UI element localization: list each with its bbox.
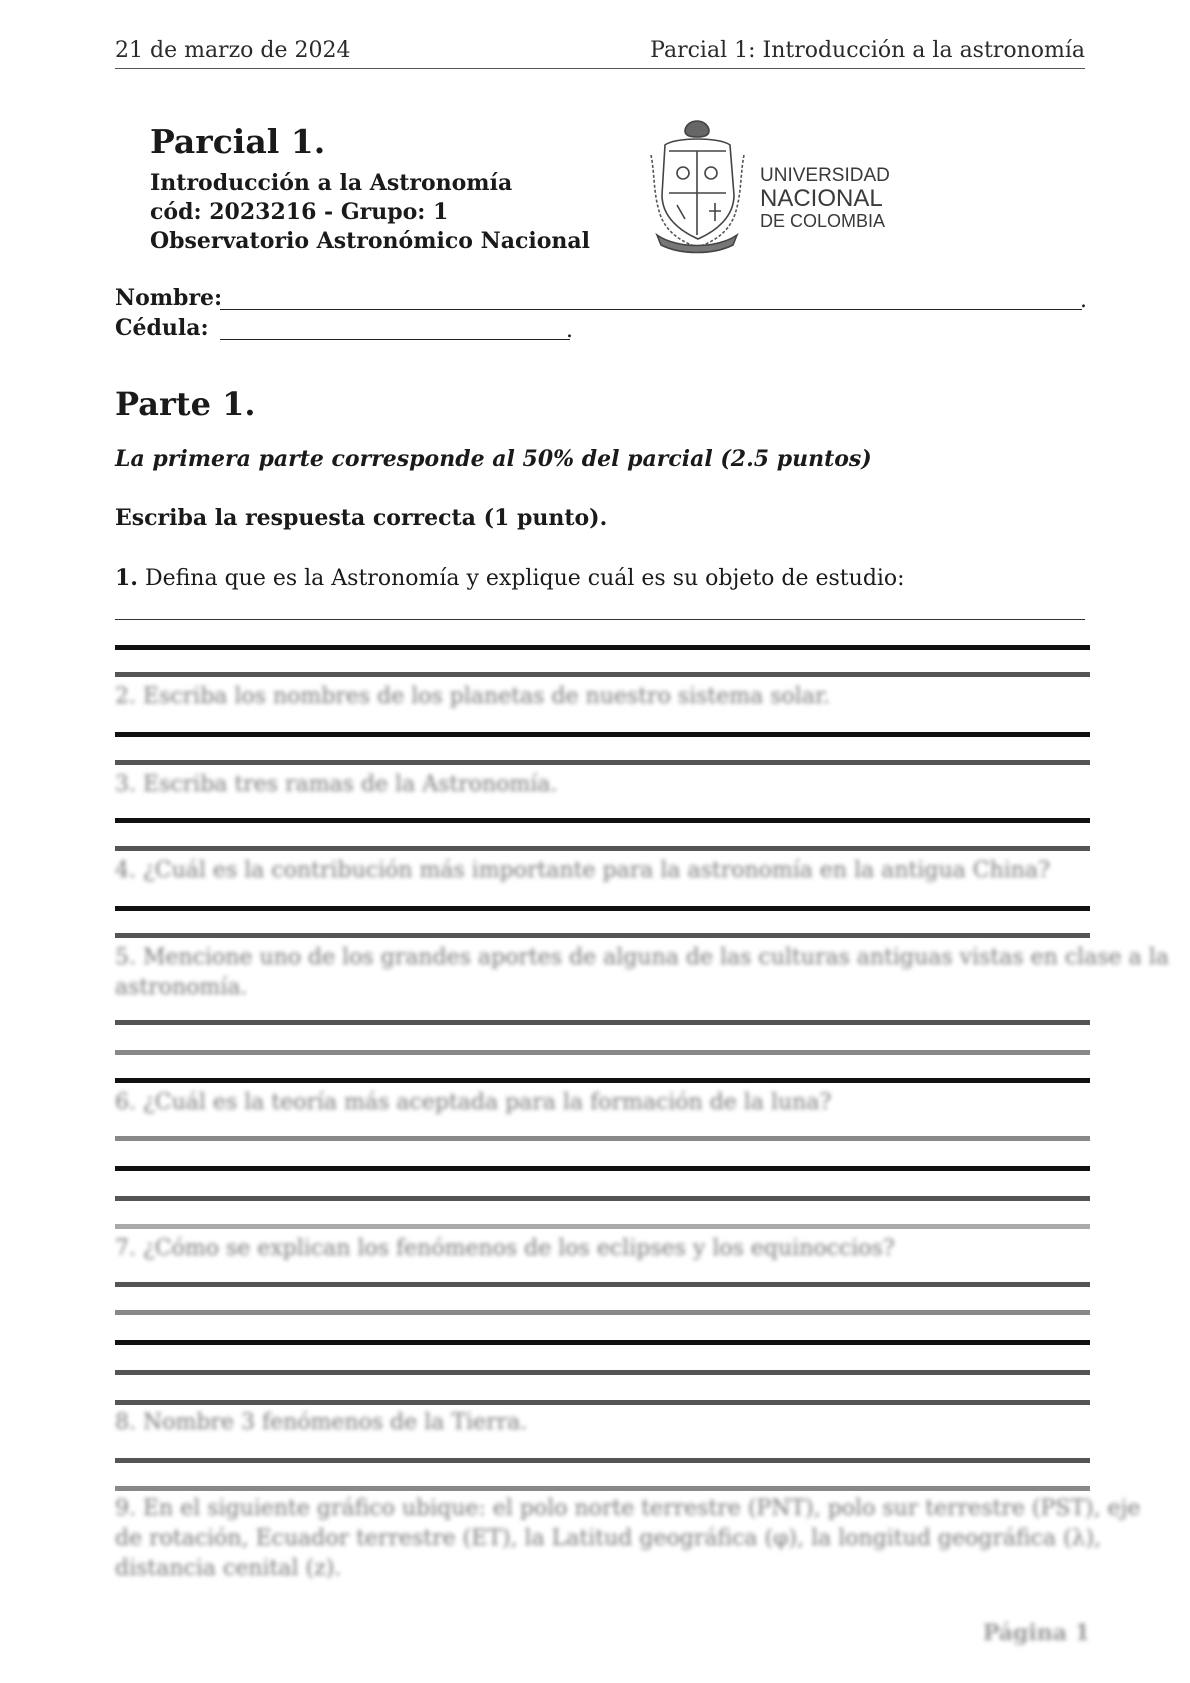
name-input-line[interactable] bbox=[220, 309, 1082, 310]
page-number: Página 1 bbox=[982, 1620, 1090, 1646]
answer-line[interactable] bbox=[115, 1078, 1090, 1083]
answer-line[interactable] bbox=[115, 1486, 1090, 1491]
answer-line[interactable] bbox=[115, 1166, 1090, 1171]
answer-line[interactable] bbox=[115, 619, 1085, 620]
id-input-line[interactable] bbox=[220, 339, 570, 340]
university-seal-icon bbox=[645, 115, 750, 263]
course-code: cód: 2023216 - Grupo: 1 bbox=[150, 199, 449, 225]
answer-line[interactable] bbox=[115, 1458, 1090, 1463]
question-7: 7. ¿Cómo se explican los fenómenos de los eclipses y los equinoccios? bbox=[115, 1236, 895, 1261]
section-title: Parte 1. bbox=[115, 385, 256, 423]
question-6: 6. ¿Cuál es la teoría más aceptada para la formación de la luna? bbox=[115, 1090, 832, 1115]
question-1-number: 1. bbox=[115, 565, 138, 591]
header-rule bbox=[115, 68, 1085, 69]
header-course: Parcial 1: Introducción a la astronomía bbox=[650, 38, 1085, 63]
answer-line[interactable] bbox=[115, 906, 1090, 911]
answer-line[interactable] bbox=[115, 1196, 1090, 1201]
answer-line[interactable] bbox=[115, 1370, 1090, 1375]
answer-line[interactable] bbox=[115, 1400, 1090, 1405]
question-4: 4. ¿Cuál es la contribución más importante para la astronomía en la antigua China? bbox=[115, 858, 1050, 883]
question-3: 3. Escriba tres ramas de la Astronomía. bbox=[115, 772, 558, 797]
answer-line[interactable] bbox=[115, 1136, 1090, 1141]
answer-line[interactable] bbox=[115, 1020, 1090, 1025]
header-date: 21 de marzo de 2024 bbox=[115, 38, 351, 63]
name-label: Nombre: bbox=[115, 285, 223, 311]
question-1 bbox=[115, 565, 905, 591]
question-9-line-1: 9. En el siguiente gráfico ubique: el polo norte terrestre (PNT), polo sur terrestre (PST), eje bbox=[115, 1496, 1141, 1521]
institution-name: Observatorio Astronómico Nacional bbox=[150, 228, 590, 254]
section-weight-note: La primera parte corresponde al 50% del parcial (2.5 puntos) bbox=[115, 446, 872, 472]
question-9-line-3: distancia cenital (z). bbox=[115, 1556, 342, 1581]
answer-line[interactable] bbox=[115, 1340, 1090, 1345]
answer-line[interactable] bbox=[115, 645, 1090, 650]
section-instruction: Escriba la respuesta correcta (1 punto). bbox=[115, 505, 608, 531]
question-5-line-2: astronomía. bbox=[115, 975, 248, 1000]
answer-line[interactable] bbox=[115, 1310, 1090, 1315]
answer-line[interactable] bbox=[115, 846, 1090, 851]
logo-line-1: UNIVERSIDAD bbox=[760, 165, 890, 186]
subject-line: Introducción a la Astronomía bbox=[150, 170, 513, 196]
question-2: 2. Escriba los nombres de los planetas de nuestro sistema solar. bbox=[115, 684, 831, 709]
answer-line[interactable] bbox=[115, 1282, 1090, 1287]
id-period: . bbox=[566, 318, 573, 343]
answer-line[interactable] bbox=[115, 732, 1090, 737]
answer-line[interactable] bbox=[115, 760, 1090, 765]
name-period: . bbox=[1080, 288, 1087, 313]
id-label: Cédula: bbox=[115, 315, 209, 341]
exam-title: Parcial 1. bbox=[150, 122, 326, 161]
question-5-line-1: 5. Mencione uno de los grandes aportes de alguna de las culturas antiguas vistas en clase a la bbox=[115, 945, 1169, 970]
question-9-line-2: de rotación, Ecuador terrestre (ET), la Latitud geográfica (φ), la longitud geográfica (λ), bbox=[115, 1526, 1102, 1551]
answer-line[interactable] bbox=[115, 1224, 1090, 1229]
question-8: 8. Nombre 3 fenómenos de la Tierra. bbox=[115, 1410, 528, 1435]
logo-line-2: NACIONAL bbox=[760, 185, 883, 212]
answer-line[interactable] bbox=[115, 818, 1090, 823]
logo-line-3: DE COLOMBIA bbox=[760, 211, 886, 231]
university-wordmark bbox=[760, 166, 890, 230]
answer-line[interactable] bbox=[115, 672, 1090, 677]
answer-line[interactable] bbox=[115, 1050, 1090, 1055]
answer-line[interactable] bbox=[115, 933, 1090, 938]
question-1-text: Defina que es la Astronomía y explique cuál es su objeto de estudio: bbox=[144, 566, 905, 591]
